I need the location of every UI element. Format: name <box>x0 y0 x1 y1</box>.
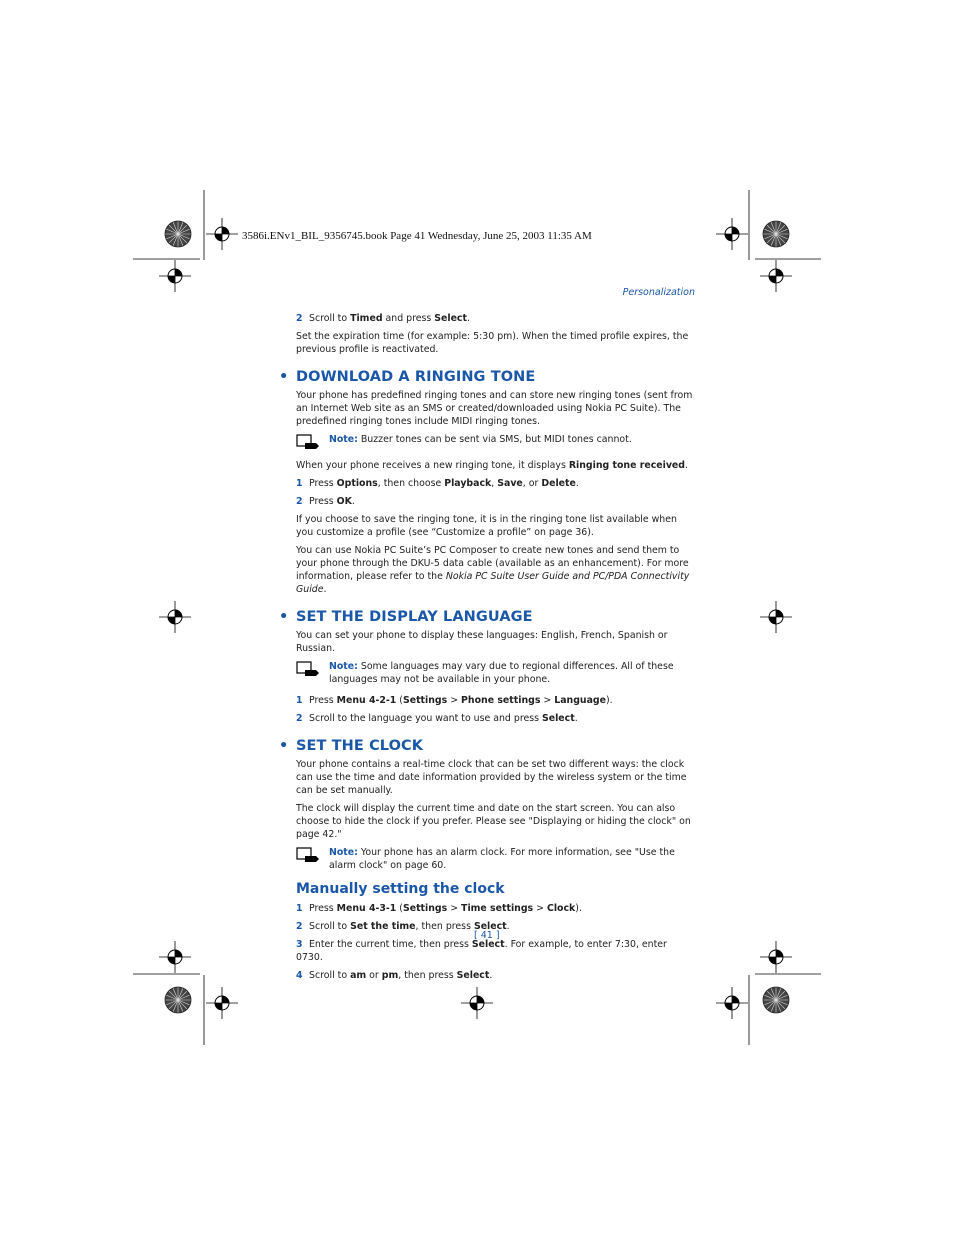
clock-step-2: 2 Scroll to Set the time, then press Select. <box>296 921 510 932</box>
note-label: Note: <box>329 434 358 445</box>
clock-paragraph-1: Your phone contains a real-time clock that can be set two different ways: the clock can use the time and date information provided by the wireless system or the time can be set manually. <box>296 759 687 796</box>
heading-bullet: • <box>279 738 289 754</box>
print-slug: 3586i.ENv1_BIL_9356745.book Page 41 Wednesday, June 25, 2003 11:35 AM <box>242 230 592 242</box>
note-hand-icon <box>296 661 320 677</box>
note-text: Your phone has an alarm clock. For more information, see "Use the alarm clock" on page 60. <box>329 847 675 871</box>
note-text: Some languages may vary due to regional differences. All of these languages may not be available in your phone. <box>329 661 674 685</box>
language-step-1: 1 Press Menu 4-2-1 (Settings > Phone settings > Language). <box>296 695 613 706</box>
download-paragraph-3: If you choose to save the ringing tone, it is in the ringing tone list available when you customize a profile (see “Customize a profile” on page 36). <box>296 514 677 538</box>
language-note <box>296 660 696 686</box>
clock-note <box>296 846 696 872</box>
note-text: Buzzer tones can be sent via SMS, but MIDI tones cannot. <box>357 434 632 445</box>
download-step-1: 1 Press Options, then choose Playback, Save, or Delete. <box>296 478 579 489</box>
clock-step-3: 3 Enter the current time, then press Select. For example, to enter 7:30, enter 0730. <box>296 939 667 963</box>
note-label: Note: <box>329 661 358 672</box>
intro-paragraph: Set the expiration time (for example: 5:30 pm). When the timed profile expires, the previous profile is reactivated. <box>296 331 689 355</box>
page-content <box>279 312 696 987</box>
language-step-2: 2 Scroll to the language you want to use and press Select. <box>296 713 578 724</box>
note-hand-icon <box>296 434 320 450</box>
note-label: Note: <box>329 847 358 858</box>
heading-download-ringing-tone: • DOWNLOAD A RINGING TONE <box>279 369 536 385</box>
intro-step-2: 2 Scroll to Timed and press Select. <box>296 313 470 324</box>
running-head: Personalization <box>622 287 695 298</box>
page-number: [ 41 ] <box>474 930 500 941</box>
download-paragraph-4: You can use Nokia PC Suite’s PC Composer to create new tones and send them to your phone through the DKU-5 data cable (available as an enhancement). For more information, please refer to the Nokia PC Suite User Guide and PC/PDA Connectivity Guide. <box>296 545 690 595</box>
download-paragraph-2: When your phone receives a new ringing tone, it displays Ringing tone received. <box>296 460 688 471</box>
heading-set-the-clock: • SET THE CLOCK <box>279 738 424 754</box>
download-paragraph-1: Your phone has predefined ringing tones and can store new ringing tones (sent from an Internet Web site as an SMS or created/downloaded using Nokia PC Suite). The predefined ringing tones include MIDI ringing tones. <box>296 390 693 427</box>
heading-bullet: • <box>279 369 289 385</box>
clock-step-4: 4 Scroll to am or pm, then press Select. <box>296 970 493 981</box>
heading-set-display-language: • SET THE DISPLAY LANGUAGE <box>279 609 533 625</box>
clock-paragraph-2: The clock will display the current time and date on the start screen. You can also choose to hide the clock if you prefer. Please see "Displaying or hiding the clock" on page 42." <box>296 803 691 840</box>
subheading-manually-setting-clock: Manually setting the clock <box>296 881 505 897</box>
download-step-2: 2 Press OK. <box>296 496 355 507</box>
language-paragraph-1: You can set your phone to display these languages: English, French, Spanish or Russian. <box>296 630 668 654</box>
download-note <box>296 433 696 451</box>
clock-step-1: 1 Press Menu 4-3-1 (Settings > Time settings > Clock). <box>296 903 582 914</box>
heading-bullet: • <box>279 609 289 625</box>
note-hand-icon <box>296 847 320 863</box>
step-number: 2 <box>296 313 303 324</box>
